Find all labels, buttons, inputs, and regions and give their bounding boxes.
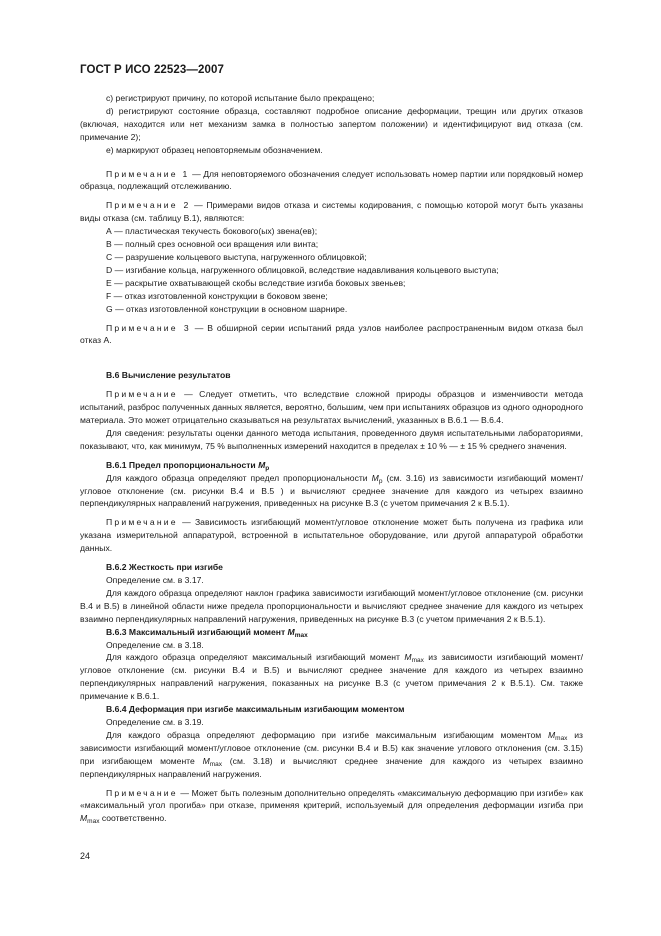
b61-text <box>80 472 583 511</box>
note-2-label: Примечание 2 <box>106 200 191 211</box>
b61-note-text: — Зависимость изгибающий момент/угловое отклонение может быть получена из графика или указана измерительной аппаратурой, встроенной в испытательное оборудование, или другой аппаратурой обработки данных. <box>80 517 583 554</box>
b64-symbol-1-sub: max <box>555 734 568 742</box>
b64-symbol-2: M <box>202 755 210 766</box>
b64-symbol-1: M <box>547 729 556 740</box>
note-3-label: Примечание 3 <box>106 322 191 333</box>
b64-note-label: Примечание <box>106 787 178 798</box>
b64-note-text-1: — Может быть полезным дополнительно определять «максимальную деформацию при изгибе» как «максимальный угол прогиба» при отказе, применяя критерий, используемый для определения деформации изгиба при <box>80 787 583 811</box>
b61-inline-symbol: M <box>371 472 379 483</box>
section-b64-heading: В.6.4 Деформация при изгибе максимальным изгибающим моментом <box>106 704 405 715</box>
b63-symbol-sub: max <box>294 631 308 639</box>
b64-text <box>80 729 583 781</box>
failure-mode-c: С — разрушение кольцевого выступа, нагруженного облицовкой; <box>106 251 367 262</box>
item-d: d) регистрируют состояние образца, составляют подробное описание деформации, трещин или других отказов (включая, находится или нет механизм замка в полностью запертом положении) и идентифицируют вид отказа (см. примечание 2); <box>80 105 583 142</box>
b6-note-label: Примечание <box>106 389 178 400</box>
b61-note <box>80 516 583 555</box>
b63-text-1: Для каждого образца определяют максимальный изгибающий момент <box>106 652 405 663</box>
b63-inline-sub: max <box>411 657 424 665</box>
note-3-text: — В обширной серии испытаний ряда узлов наиболее распространенным видом отказа был отказ А. <box>80 322 583 346</box>
section-b62-heading: В.6.2 Жесткость при изгибе <box>106 562 223 573</box>
b61-text-2: (см. 3.16) из зависимости изгибающий момент/угловое отклонение (см. рисунки В.4 и В.5 ) и вычисляют среднее значение для каждого из четырех взаимно перпендикулярных направлений нагружения, приведенных на рисунке В.3 (с учетом примечания 2 к В.5.1). <box>80 472 583 509</box>
b6-note-text: — Следует отметить, что вследствие сложной природы образцов и изменчивости метода испытаний, разброс полученных данных является, вероятно, большим, чем при испытаниях образцов из одного однородного материала. Это может отрицательно сказываться на результатах вычислений, указанных в В.6.1 — В.6.4. <box>80 389 583 426</box>
b64-text-3: (см. 3.18) и вычисляют среднее значение для каждого из четырех взаимно перпендикулярных направлений нагружения. <box>80 755 583 779</box>
note-2 <box>80 199 583 225</box>
failure-mode-a: А — пластическая текучесть бокового(ых) звена(ев); <box>106 226 318 237</box>
b64-note-symbol: M <box>80 813 88 824</box>
b64-note <box>80 787 583 826</box>
b6-note <box>80 388 583 427</box>
section-b6-heading: В.6 Вычисление результатов <box>106 370 231 381</box>
section-b63-heading <box>80 626 583 639</box>
b63-definition: Определение см. в 3.18. <box>106 639 204 650</box>
b61-inline-sub: p <box>378 477 383 485</box>
failure-mode-e: Е — раскрытие охватывающей скобы вследствие изгиба боковых звеньев; <box>106 277 406 288</box>
b63-inline-symbol: M <box>404 652 412 663</box>
failure-mode-g: G — отказ изготовленной конструкции в основном шарнире. <box>106 303 348 314</box>
document-body <box>80 92 583 825</box>
section-b61-heading <box>80 459 583 472</box>
b63-text <box>80 651 583 703</box>
b64-definition: Определение см. в 3.19. <box>106 716 204 727</box>
page-number: 24 <box>80 851 91 861</box>
b61-note-label: Примечание <box>106 517 178 528</box>
item-c: с) регистрируют причину, по которой испытание было прекращено; <box>106 93 375 103</box>
failure-mode-list <box>80 225 583 315</box>
failure-mode-b: В — полный срез основной оси вращения или винта; <box>106 239 319 250</box>
failure-mode-f: F — отказ изготовленной конструкции в боковом звене; <box>106 290 328 301</box>
note-1-label: Примечание 1 <box>106 168 190 179</box>
b61-symbol: M <box>258 459 266 470</box>
note-3 <box>80 322 583 348</box>
b63-heading-text: В.6.3 Максимальный изгибающий момент <box>106 626 288 637</box>
b64-note-symbol-sub: max <box>87 818 100 826</box>
b64-symbol-2-sub: max <box>209 760 223 768</box>
document-header: ГОСТ Р ИСО 22523—2007 <box>80 64 225 76</box>
b62-text: Для каждого образца определяют наклон графика зависимости изгибающий момент/угловое отклонение (см. рисунки В.4 и В.5) в линейной области ниже предела пропорциональности и вычисляют среднее значение для каждого из четырех взаимно перпендикулярных направлений нагружения, приведенных на рисунке В.3 (с учетом примечания 2 к В.5.1). <box>80 587 583 624</box>
b64-note-text-2: соответственно. <box>99 813 167 824</box>
b62-definition: Определение см. в 3.17. <box>106 575 204 585</box>
failure-mode-d: D — изгибание кольца, нагруженного облицовкой, вследствие надавливания кольцевого выступа; <box>106 264 499 275</box>
note-1 <box>80 168 583 194</box>
note-1-text: — Для неповторяемого обозначения следует использовать номер партии или порядковый номер образца, подлежащий отслеживанию. <box>80 168 584 192</box>
b61-text-1: Для каждого образца определяют предел пропорциональности <box>106 472 372 483</box>
b6-info: Для сведения: результаты оценки данного метода испытания, проведенного двумя испытательными лабораториями, показывают, что, как минимум, 75 % выполненных измерений находится в пределах ± 10 % — ± 15 % среднего значения. <box>80 427 583 451</box>
b61-heading-text: В.6.1 Предел пропорциональности <box>106 459 259 470</box>
b63-symbol: M <box>287 626 295 637</box>
b64-text-2: из зависимости изгибающий момент/угловое отклонение (см. рисунки В.4 и В.5) как значение углового отклонения (см. 3.15) при изгибающем моменте <box>80 729 583 766</box>
b63-text-2: из зависимости изгибающий момент/угловое отклонение (см. рисунки В.4 и В.5) и вычисляют среднее значение для каждого из четырех взаимно перпендикулярных направлений нагружения, показанных на рисунке В.3 (с учетом примечания 2 к В.5.1). См. также примечание к В.6.1. <box>80 652 584 702</box>
item-e: е) маркируют образец неповторяемым обозначением. <box>106 144 323 155</box>
note-2-text: — Примерами видов отказа и системы кодирования, с помощью которой могут быть указаны виды отказа (см. таблицу В.1), являются: <box>80 200 583 224</box>
b64-text-1: Для каждого образца определяют деформацию при изгибе максимальным изгибающим моментом <box>106 729 548 740</box>
b61-symbol-sub: p <box>265 464 270 472</box>
